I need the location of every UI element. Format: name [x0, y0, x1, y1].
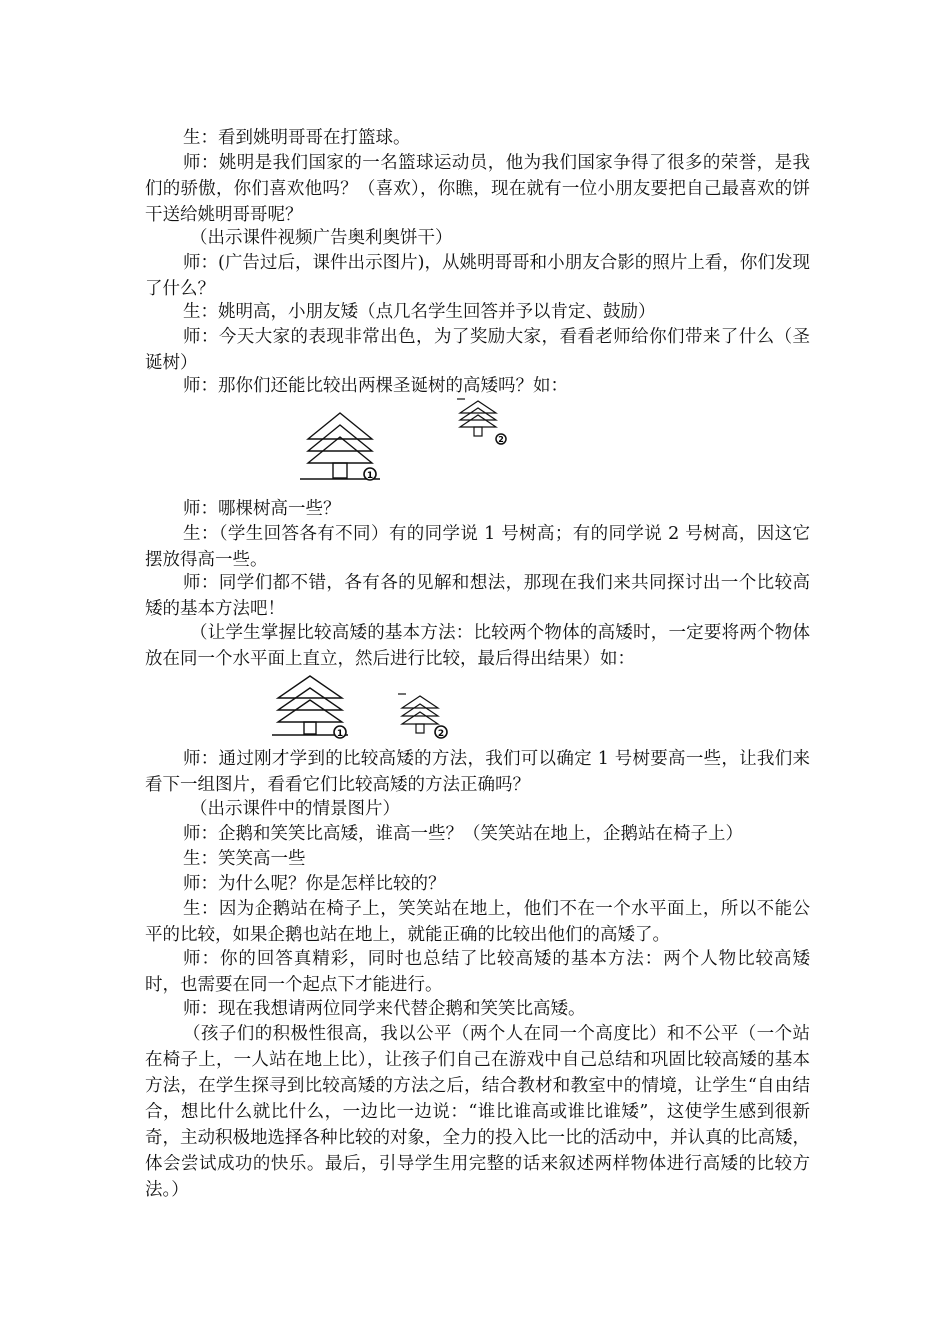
tree-comparison-figure-1: [300, 395, 520, 490]
paragraph: 生：看到姚明哥哥在打篮球。: [183, 128, 411, 148]
tree-number-badge-2: [435, 726, 447, 739]
paragraph: 师：现在我想请两位同学来代替企鹅和笑笑比高矮。: [183, 999, 586, 1019]
paragraph: 生：笑笑高一些: [183, 849, 306, 869]
paragraph: 师：为什么呢？你是怎样比较的？: [183, 874, 446, 894]
svg-text:2: 2: [498, 435, 504, 444]
paragraph: （出示课件视频广告奥利奥饼干）: [190, 228, 453, 248]
svg-text:2: 2: [437, 729, 445, 739]
paragraph: 师：通过刚才学到的比较高矮的方法，我们可以确定 1 号树要高一些，让我们来看下一组图片，看看它们比较高矮的方法正确吗？: [145, 749, 810, 795]
paragraph: 生：姚明高，小朋友矮（点几名学生回答并予以肯定、鼓励）: [183, 302, 656, 322]
paragraph: 师：同学们都不错，各有各的见解和想法，那现在我们来共同探讨出一个比较高矮的基本方法吧！: [145, 573, 810, 619]
paragraph: 师：那你们还能比较出两棵圣诞树的高矮吗？如：: [183, 376, 568, 396]
paragraph: （出示课件中的情景图片）: [190, 799, 400, 819]
paragraph: 师：(广告过后，课件出示图片)，从姚明哥哥和小朋友合影的照片上看，你们发现了什么？: [145, 253, 810, 299]
paragraph: 生：（学生回答各有不同）有的同学说 1 号树高；有的同学说 2 号树高，因这它摆放得高一些。: [145, 524, 810, 570]
tree-number-badge-2: [496, 434, 506, 444]
tree-number-badge-1: [334, 726, 346, 739]
paragraph: 师：你的回答真精彩，同时也总结了比较高矮的基本方法：两个人物比较高矮时，也需要在同一个起点下才能进行。: [145, 949, 810, 995]
paragraph: 师：今天大家的表现非常出色，为了奖励大家，看看老师给你们带来了什么（圣诞树）: [145, 327, 810, 373]
paragraph: 师：企鹅和笑笑比高矮，谁高一些？（笑笑站在地上，企鹅站在椅子上）: [183, 824, 743, 844]
paragraph: 师：哪棵树高一些？: [183, 499, 341, 519]
tree-comparison-figure-2: [270, 668, 470, 748]
svg-text:1: 1: [366, 471, 374, 481]
tree-number-badge-1: [364, 468, 376, 481]
paragraph: 师：姚明是我们国家的一名篮球运动员，他为我们国家争得了很多的荣誉，是我们的骄傲，你们喜欢他吗？（喜欢），你瞧，现在就有一位小朋友要把自己最喜欢的饼干送给姚明哥哥呢？: [145, 153, 810, 225]
svg-text:1: 1: [336, 729, 344, 739]
christmas-tree-2: [398, 694, 438, 733]
paragraph: （让学生掌握比较高矮的基本方法：比较两个物体的高矮时，一定要将两个物体放在同一个水平面上直立，然后进行比较，最后得出结果）如：: [145, 623, 810, 669]
paragraph: 生：因为企鹅站在椅子上，笑笑站在地上，他们不在一个水平面上，所以不能公平的比较，如果企鹅也站在地上，就能正确的比较出他们的高矮了。: [145, 899, 810, 945]
christmas-tree-2: [457, 399, 496, 436]
paragraph: （孩子们的积极性很高，我以公平（两个人在同一个高度比）和不公平（一个站在椅子上，一人站在地上比），让孩子们自己在游戏中自己总结和巩固比较高矮的基本方法，在学生探寻到比较高矮的方法之后，结合教材和教室中的情境，让学生“自由结合，想比什么就比什么，一边比一边说：“谁比谁高或谁比谁矮”，这使学生感到很新奇，主动积极地选择各种比较的对象，全力的投入比一比的活动中，并认真的比高矮，体会尝试成功的快乐。最后，引导学生用完整的话来叙述两样物体进行高矮的比较方法。）: [145, 1024, 810, 1200]
